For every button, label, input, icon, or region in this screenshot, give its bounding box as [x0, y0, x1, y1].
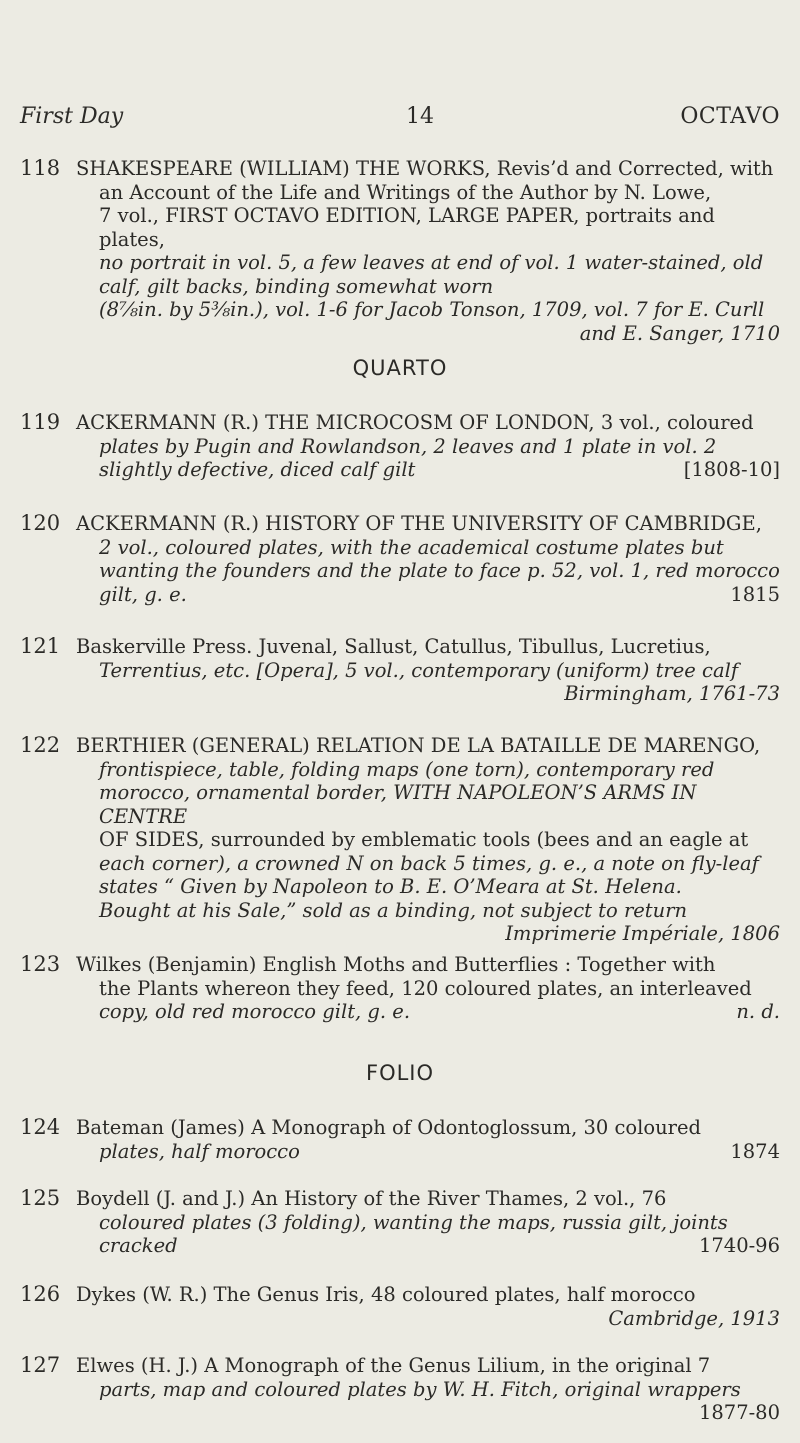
page-number: 14: [406, 104, 434, 129]
day-label: First Day: [20, 104, 124, 129]
lot-date: and E. Sanger, 1710: [579, 321, 780, 345]
lot-date: n. d.: [736, 1000, 780, 1023]
lot-description: [76, 1354, 780, 1425]
lot-description: [76, 411, 780, 482]
lot-line: BERTHIER (GENERAL) RELATION DE LA BATAILLE DE MARENGO,: [76, 734, 761, 757]
lot-description: [76, 734, 780, 946]
lot-line: Elwes (H. J.) A Monograph of the Genus Lilium, in the original 7: [76, 1354, 711, 1377]
lot-line: frontispiece, table, folding maps (one torn), contemporary red: [99, 757, 715, 781]
lot-line: Terrentius, etc. [Opera], 5 vol., contemporary (uniform) tree calf: [99, 658, 739, 682]
lot-date: 1815: [730, 582, 780, 606]
lot-entry-119: [20, 411, 780, 483]
lot-line: cracked: [99, 1234, 178, 1257]
lot-number: 122: [20, 733, 61, 757]
lot-line: copy, old red morocco gilt, g. e.: [99, 1000, 411, 1023]
lot-entry-126: [20, 1283, 780, 1331]
lot-line: the Plants whereon they feed, 120 coloured plates, an interleaved: [99, 976, 752, 1000]
lot-number: 121: [20, 634, 61, 658]
lot-line: SHAKESPEARE (WILLIAM) THE WORKS, Revis’d and Corrected, with: [76, 157, 774, 180]
lot-line: slightly defective, diced calf gilt: [99, 458, 416, 481]
lot-number: 120: [20, 511, 61, 535]
lot-line: (8⅞in. by 5⅜in.), vol. 1-6 for Jacob Tonson, 1709, vol. 7 for E. Curll: [99, 298, 765, 321]
lot-entry-120: [20, 512, 780, 608]
lot-line: ACKERMANN (R.) THE MICROCOSM OF LONDON, 3 vol., coloured: [76, 411, 754, 434]
lot-line: no portrait in vol. 5, a few leaves at end of vol. 1 water-stained, old: [99, 251, 764, 274]
lot-description: [76, 1187, 780, 1258]
lot-description: [76, 953, 780, 1024]
lot-entry-122: [20, 733, 780, 945]
lot-description: [76, 1283, 780, 1330]
lot-number: 125: [20, 1186, 61, 1210]
section-heading-quarto: QUARTO: [352, 356, 448, 380]
lot-description: [76, 1116, 780, 1163]
lot-number: 126: [20, 1282, 61, 1306]
lot-line: plates, half morocco: [99, 1139, 300, 1163]
lot-line: OF SIDES, surrounded by emblematic tools (bees and an eagle at: [99, 828, 749, 851]
lot-line: Dykes (W. R.) The Genus Iris, 48 coloured plates, half morocco: [76, 1283, 696, 1306]
lot-date: Cambridge, 1913: [608, 1306, 780, 1330]
lot-description: [76, 157, 780, 345]
lot-line: states “ Given by Napoleon to B. E. O’Meara at St. Helena.: [99, 875, 682, 898]
lot-number: 119: [20, 410, 61, 434]
lot-date: 1874: [730, 1139, 780, 1163]
lot-line: parts, map and coloured plates by W. H. Fitch, original wrappers: [99, 1377, 741, 1401]
lot-line: 2 vol., coloured plates, with the academical costume plates but: [99, 535, 724, 559]
lot-date: [1808-10]: [683, 458, 780, 481]
lot-entry-123: [20, 953, 780, 1025]
format-label: OCTAVO: [680, 104, 780, 129]
lot-description: [76, 635, 780, 706]
lot-entry-125: [20, 1187, 780, 1259]
lot-line: morocco, ornamental border, WITH NAPOLEON’S ARMS IN CENTRE: [99, 781, 697, 828]
lot-line: Wilkes (Benjamin) English Moths and Butterflies : Together with: [76, 953, 716, 976]
lot-entry-121: [20, 635, 780, 707]
lot-number: 118: [20, 156, 61, 180]
lot-line: coloured plates (3 folding), wanting the maps, russia gilt, joints: [99, 1210, 728, 1234]
lot-line: each corner), a crowned N on back 5 times, g. e., a note on fly-leaf: [99, 851, 759, 875]
lot-entry-118: [20, 156, 780, 345]
lot-date: 1740-96: [698, 1234, 780, 1257]
lot-line: Baskerville Press. Juvenal, Sallust, Catullus, Tibullus, Lucretius,: [76, 635, 711, 658]
lot-entry-124: [20, 1116, 780, 1164]
lot-line: ACKERMANN (R.) HISTORY OF THE UNIVERSITY OF CAMBRIDGE,: [76, 512, 762, 535]
lot-date: Birmingham, 1761-73: [564, 682, 780, 705]
page-header: [20, 104, 780, 134]
lot-date: Imprimerie Impériale, 1806: [505, 922, 780, 945]
lot-description: [76, 512, 780, 606]
lot-line: Bought at his Sale,” sold as a binding, not subject to return: [99, 898, 688, 922]
lot-line: plates by Pugin and Rowlandson, 2 leaves and 1 plate in vol. 2: [99, 434, 717, 458]
lot-line: an Account of the Life and Writings of the Author by N. Lowe,: [99, 180, 712, 204]
lot-line: wanting the founders and the plate to face p. 52, vol. 1, red morocco: [99, 559, 780, 582]
section-heading-folio: FOLIO: [365, 1061, 435, 1085]
lot-date: 1877-80: [698, 1401, 780, 1424]
lot-line: Bateman (James) A Monograph of Odontoglossum, 30 coloured: [76, 1116, 702, 1139]
lot-number: 123: [20, 952, 61, 976]
lot-number: 127: [20, 1353, 61, 1377]
lot-number: 124: [20, 1115, 61, 1139]
lot-line: Boydell (J. and J.) An History of the River Thames, 2 vol., 76: [76, 1187, 667, 1210]
lot-line: calf, gilt backs, binding somewhat worn: [99, 274, 494, 298]
lot-line: gilt, g. e.: [99, 582, 187, 606]
lot-entry-127: [20, 1354, 780, 1426]
lot-line: 7 vol., FIRST OCTAVO EDITION, LARGE PAPER, portraits and plates,: [99, 204, 715, 251]
